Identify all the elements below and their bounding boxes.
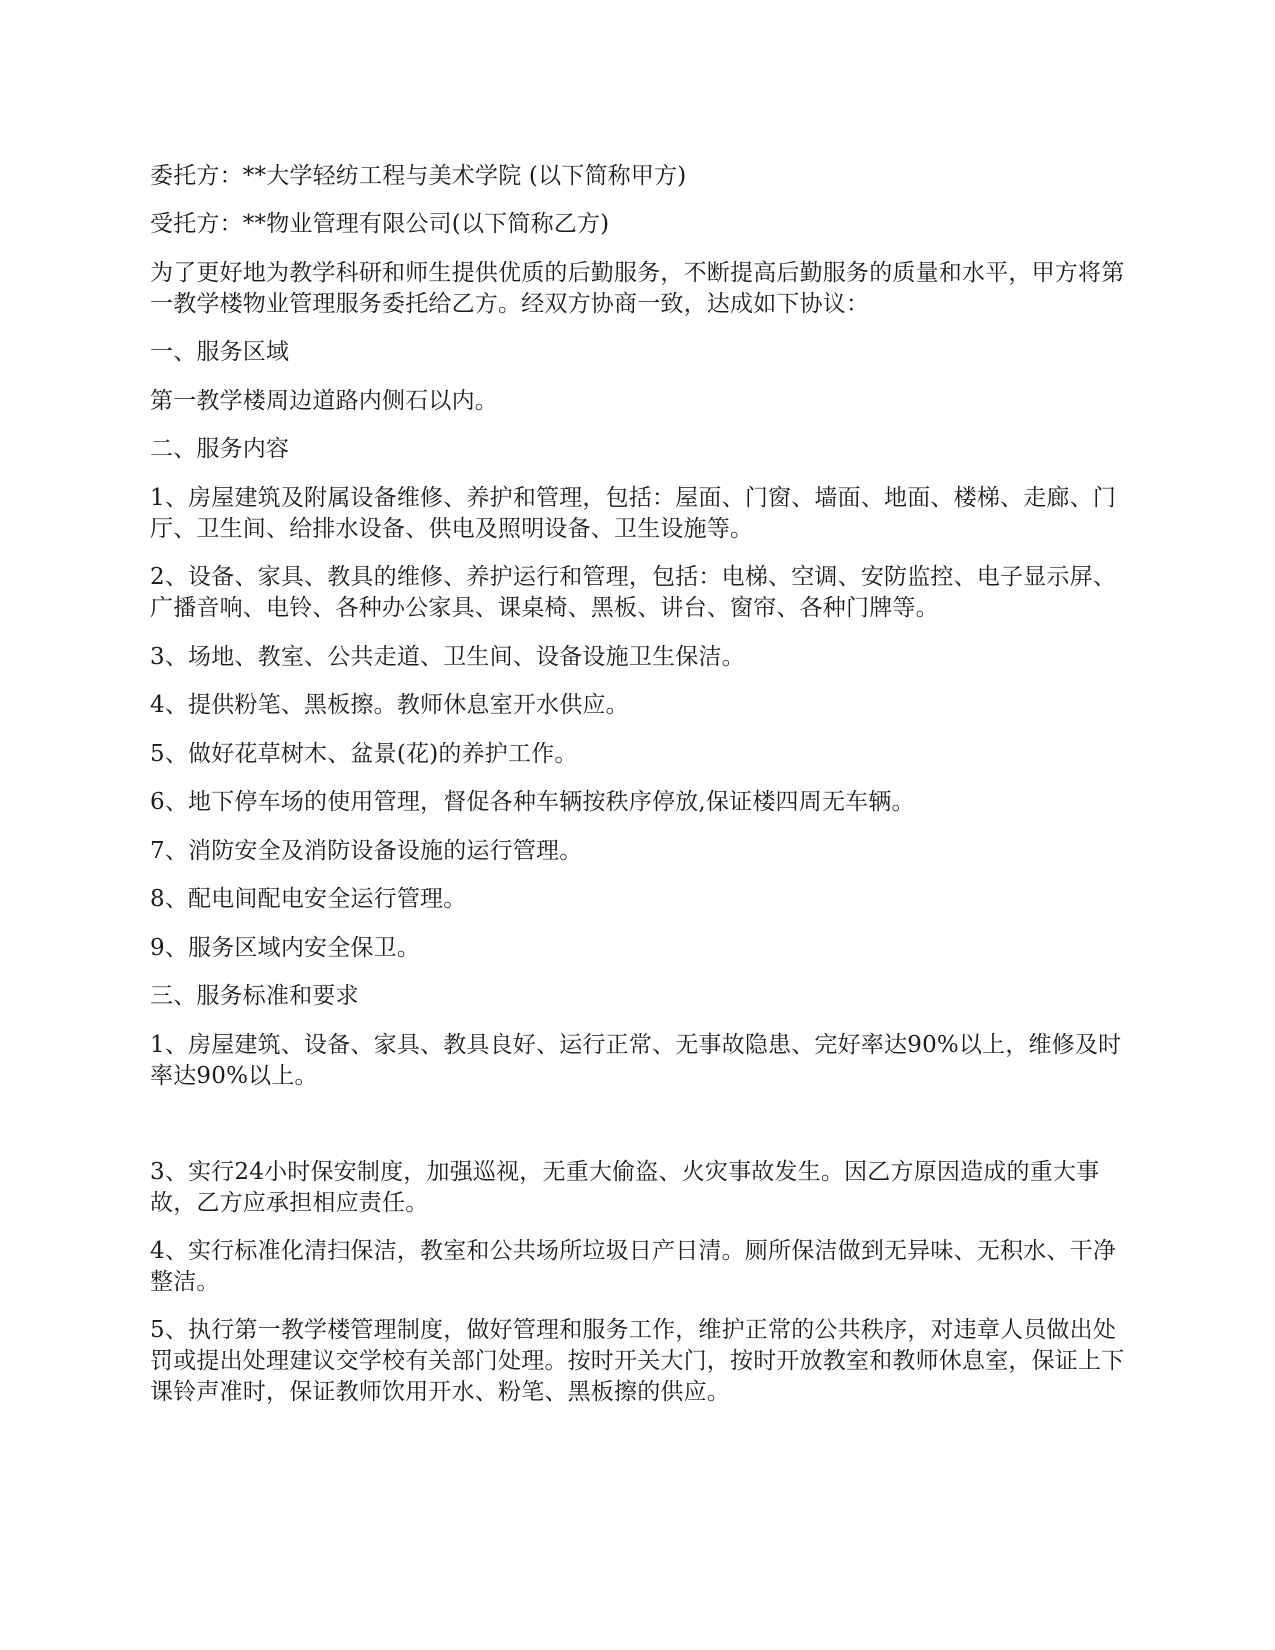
service-item-3: 3、场地、教室、公共走道、卫生间、设备设施卫生保洁。 [150,644,745,670]
standard-item-3: 3、实行24小时保安制度，加强巡视，无重大偷盗、火灾事故发生。因乙方原因造成的重大事故，乙方应承担相应责任。 [150,1159,1100,1216]
standard-item-1: 1、房屋建筑、设备、家具、教具良好、运行正常、无事故隐患、完好率达90%以上，维修及时率达90%以上。 [150,1032,1122,1089]
service-item-4: 4、提供粉笔、黑板擦。教师休息室开水供应。 [150,692,629,718]
service-item-7: 7、消防安全及消防设备设施的运行管理。 [150,838,583,864]
contractor-party-line: 受托方：**物业管理有限公司(以下简称乙方) [150,211,610,237]
service-item-1: 1、房屋建筑及附属设备维修、养护和管理，包括：屋面、门窗、墙面、地面、楼梯、走廊、门厅、卫生间、给排水设备、供电及照明设备、卫生设施等。 [150,485,1117,542]
service-item-5: 5、做好花草树木、盆景(花)的养护工作。 [150,741,578,767]
service-item-8: 8、配电间配电安全运行管理。 [150,886,467,912]
section-heading-service-area: 一、服务区域 [150,339,290,365]
section-heading-standards: 三、服务标准和要求 [150,983,359,1009]
standard-item-5: 5、执行第一教学楼管理制度，做好管理和服务工作，维护正常的公共秩序，对违章人员做出处罚或提出处理建议交学校有关部门处理。按时开关大门，按时开放教室和教师休息室，保证上下课铃声准时，保证教师饮用开水、粉笔、黑板擦的供应。 [150,1317,1125,1405]
client-party-line: 委托方：**大学轻纺工程与美术学院 (以下简称甲方) [150,163,687,189]
service-item-2: 2、设备、家具、教具的维修、养护运行和管理，包括：电梯、空调、安防监控、电子显示屏、广播音响、电铃、各种办公家具、课桌椅、黑板、讲台、窗帘、各种门牌等。 [150,564,1117,621]
service-item-6: 6、地下停车场的使用管理，督促各种车辆按秩序停放,保证楼四周无车辆。 [150,789,915,815]
preamble-paragraph: 为了更好地为教学科研和师生提供优质的后勤服务，不断提高后勤服务的质量和水平，甲方将第一教学楼物业管理服务委托给乙方。经双方协商一致，达成如下协议： [150,260,1125,317]
section-heading-service-content: 二、服务内容 [150,436,290,462]
service-area-text: 第一教学楼周边道路内侧石以内。 [150,388,498,414]
service-item-9: 9、服务区域内安全保卫。 [150,935,421,961]
standard-item-4: 4、实行标准化清扫保洁，教室和公共场所垃圾日产日清。厕所保洁做到无异味、无积水、干净整洁。 [150,1238,1117,1295]
